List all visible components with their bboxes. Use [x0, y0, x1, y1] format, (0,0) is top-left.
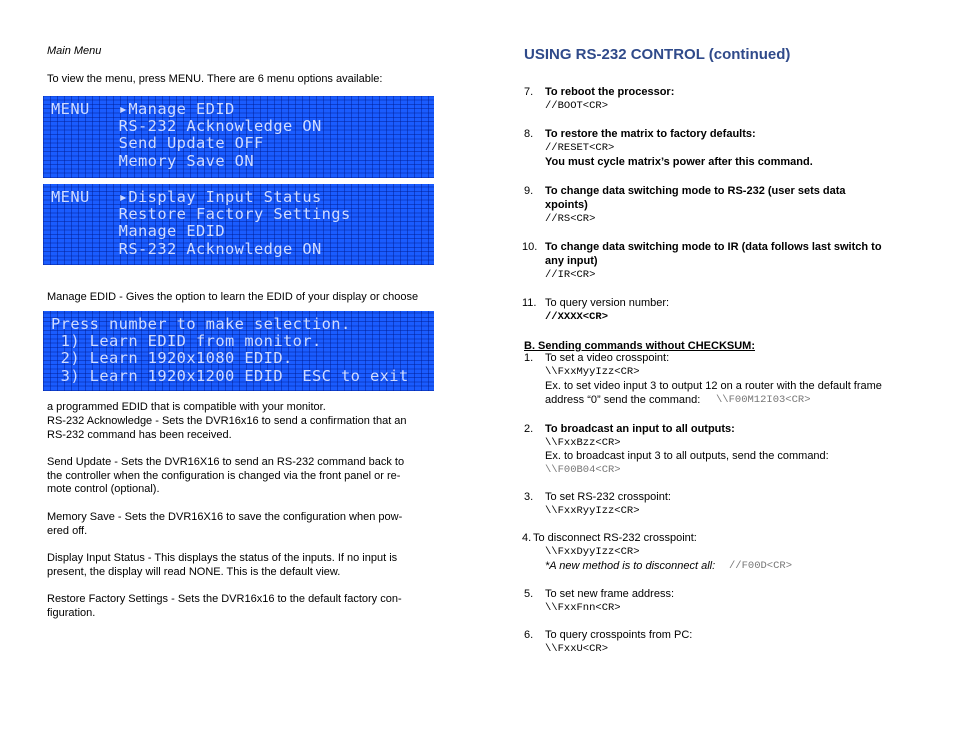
lcd-screen-2 [43, 184, 434, 265]
item-number: 11. [522, 297, 537, 309]
section-title: USING RS-232 CONTROL (continued) [524, 46, 791, 63]
example-command: \\F00B04<CR> [545, 464, 621, 476]
item-number: 1. [524, 352, 534, 364]
manage-edid-text-cont: a programmed EDID that is compatible with your monitor. [47, 401, 326, 413]
display-input-desc: Display Input Status - This displays the status of the inputs. If no input is present, the display will read NONE. This is the default view. [47, 552, 398, 578]
command-text: \\FxxBzz<CR> [545, 437, 621, 449]
item-number: 3. [524, 491, 534, 503]
send-update-desc: Send Update - Sets the DVR16X16 to send an RS-232 command back to the controller when the configuration is changed via the front panel or re- mote control (optional). [47, 456, 405, 495]
item-number: 2. [524, 423, 534, 435]
item-text: To restore the matrix to factory defaults: [545, 128, 756, 140]
lcd-line: Manage EDID [51, 222, 225, 241]
lcd-screen-1 [43, 96, 434, 178]
item-number: 10. [522, 241, 538, 253]
item-number: 9. [524, 185, 534, 197]
item-text: To broadcast an input to all outputs: [545, 423, 735, 435]
item-text: To change data switching mode to RS-232 (user sets data [545, 185, 846, 197]
command-text: \\FxxRyyIzz<CR> [545, 505, 640, 517]
command-text: //BOOT<CR> [545, 100, 609, 112]
menu-intro: To view the menu, press MENU. There are 6 menu options available: [47, 73, 383, 85]
example-text: Ex. to broadcast input 3 to all outputs, send the command: [545, 450, 829, 462]
restore-factory-desc: Restore Factory Settings - Sets the DVR16x16 to the default factory con- figuration. [47, 593, 402, 619]
lcd-screen-3 [43, 311, 434, 391]
command-text: \\FxxFnn<CR> [545, 602, 621, 614]
example-text: Ex. to set video input 3 to output 12 on a router with the default frame [545, 380, 882, 392]
item-text: To disconnect RS-232 crosspoint: [533, 532, 697, 544]
item-text: To reboot the processor: [545, 86, 675, 98]
command-text: //IR<CR> [545, 269, 596, 281]
lcd-line: RS-232 Acknowledge ON [51, 117, 322, 136]
command-text: \\FxxMyyIzz<CR> [545, 366, 640, 378]
example-command: \\F00M12I03<CR> [716, 394, 811, 406]
lcd-line: Memory Save ON [51, 151, 254, 170]
lcd-line: MENU ▸Display Input Status [51, 188, 322, 206]
lcd-line: RS-232 Acknowledge ON [51, 239, 322, 258]
lcd-line: MENU ▸Manage EDID [51, 100, 235, 118]
command-text: \\FxxDyyIzz<CR> [545, 546, 640, 558]
rs232-ack-desc: RS-232 Acknowledge - Sets the DVR16x16 to send a confirmation that an RS-232 command has been received. [47, 415, 407, 441]
item-text: To change data switching mode to IR (data follows last switch to [545, 241, 882, 253]
item-text: xpoints) [545, 199, 588, 211]
item-number: 4. [522, 532, 532, 544]
command-text: //XXXX<CR> [545, 311, 609, 323]
main-menu-heading: Main Menu [47, 45, 102, 57]
lcd-line: Restore Factory Settings [51, 205, 351, 224]
item-number: 7. [524, 86, 534, 98]
command-text: \\FxxU<CR> [545, 643, 609, 655]
item-note: *A new method is to disconnect all: [545, 560, 716, 572]
item-text: To query version number: [545, 297, 670, 309]
manage-edid-text: Manage EDID - Gives the option to learn the EDID of your display or choose [47, 291, 419, 303]
lcd-line: Press number to make selection. [51, 315, 351, 333]
lcd-line: 2) Learn 1920x1080 EDID. [51, 349, 293, 368]
memory-save-desc: Memory Save - Sets the DVR16X16 to save the configuration when pow- ered off. [47, 511, 403, 537]
item-text: To set new frame address: [545, 588, 675, 600]
item-text: To set RS-232 crosspoint: [545, 491, 671, 503]
item-number: 6. [524, 629, 534, 641]
item-text: any input) [545, 255, 598, 267]
note-command: //F00D<CR> [729, 560, 793, 572]
item-number: 5. [524, 588, 534, 600]
lcd-line: Send Update OFF [51, 134, 264, 153]
item-text: To set a video crosspoint: [545, 352, 670, 364]
lcd-line: 1) Learn EDID from monitor. [51, 332, 322, 351]
command-text: //RS<CR> [545, 213, 596, 225]
command-text: //RESET<CR> [545, 142, 615, 154]
lcd-line: 3) Learn 1920x1200 EDID ESC to exit [51, 366, 409, 385]
item-number: 8. [524, 128, 534, 140]
example-text: address “0” send the command: [545, 394, 701, 406]
section-b-heading: B. Sending commands without CHECKSUM: [524, 340, 755, 352]
item-note: You must cycle matrix’s power after this command. [545, 156, 813, 168]
item-text: To query crosspoints from PC: [545, 629, 693, 641]
